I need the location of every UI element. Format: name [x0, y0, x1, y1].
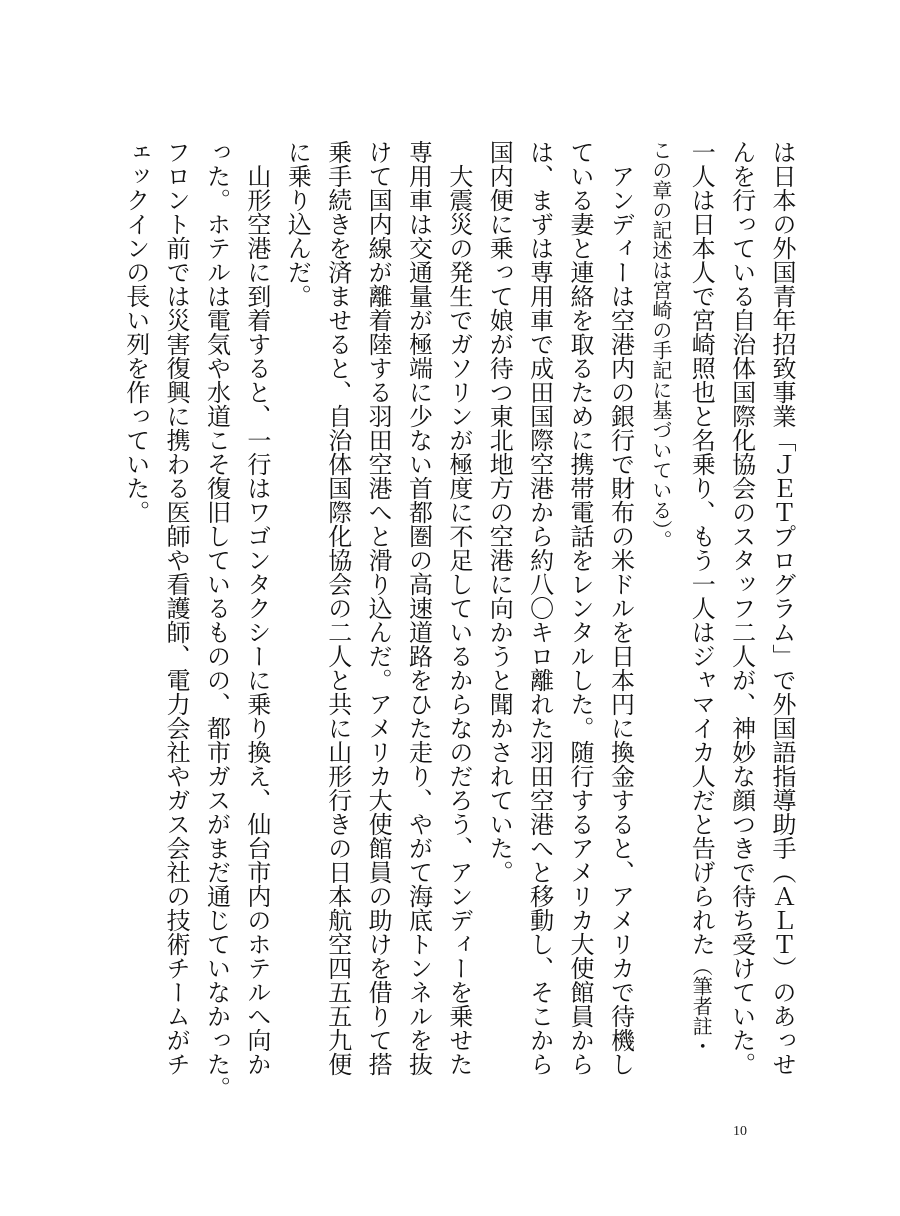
author-note: この章の記述は宮崎の手記に基づいている）。: [648, 140, 673, 550]
column-text: フロント前では災害復興に携わる医師や看護師、電力会社やガス会社の技術チームがチ: [162, 140, 191, 1076]
column-text: 国内便に乗って娘が待つ東北地方の空港に向かうと聞かされていた。: [485, 140, 514, 884]
text-column: [277, 140, 317, 1120]
column-text: ている妻と連絡を取るために携帯電話をレンタルした。随行するアメリカ大使館員から: [566, 140, 595, 1076]
column-text: んを行っている自治体国際化協会のスタッフ二人が、神妙な顔つきで待ち受けていた。: [727, 140, 756, 1076]
column-text: ェックインの長い列を作っていた。: [121, 140, 150, 524]
text-column: [479, 140, 519, 1120]
text-column: [398, 140, 438, 1120]
column-text: は、まずは専用車で成田国際空港から約八〇キロ離れた羽田空港へと移動し、そこから: [525, 140, 554, 1076]
column-text: 山形空港に到着すると、一行はワゴンタクシーに乗り換え、仙台市内のホテルへ向か: [242, 140, 271, 1076]
text-column: [762, 140, 802, 1120]
text-column: [196, 140, 236, 1120]
column-text: 専用車は交通量が極端に少ない首都圏の高速道路をひた走り、やがて海底トンネルを抜: [404, 140, 433, 1076]
text-column: [681, 140, 721, 1120]
text-column: [640, 140, 680, 1120]
text-column: [115, 140, 155, 1120]
author-note: （筆者註・: [689, 956, 714, 1056]
vertical-text-block: [115, 140, 802, 1120]
text-column: [156, 140, 196, 1120]
column-text: アンディーは空港内の銀行で財布の米ドルを日本円に換金すると、アメリカで待機し: [606, 140, 635, 1076]
text-column: [600, 140, 640, 1120]
text-column: [237, 140, 277, 1120]
column-text: った。ホテルは電気や水道こそ復旧しているものの、都市ガスがまだ通じていなかった。: [202, 140, 231, 1100]
text-column: [519, 140, 559, 1120]
text-column: [721, 140, 761, 1120]
text-column: [560, 140, 600, 1120]
text-column: [317, 140, 357, 1120]
column-text: は日本の外国青年招致事業「ＪＥＴプログラム」で外国語指導助手（ＡＬＴ）のあっせ: [768, 140, 796, 1076]
text-column: [438, 140, 478, 1120]
text-column: [358, 140, 398, 1120]
column-text: 乗手続きを済ませると、自治体国際化協会の二人と共に山形行きの日本航空四五五九便: [323, 140, 352, 1076]
column-text: 大震災の発生でガソリンが極度に不足しているからなのだろう、アンディーを乗せた: [444, 140, 473, 1076]
column-text: に乗り込んだ。: [283, 140, 312, 308]
page-number: 10: [733, 1124, 747, 1139]
column-text: 一人は日本人で宮崎照也と名乗り、もう一人はジャマイカ人だと告げられた: [687, 140, 716, 956]
column-text: けて国内線が離着陸する羽田空港へと滑り込んだ。アメリカ大使館員の助けを借りて搭: [364, 140, 393, 1076]
